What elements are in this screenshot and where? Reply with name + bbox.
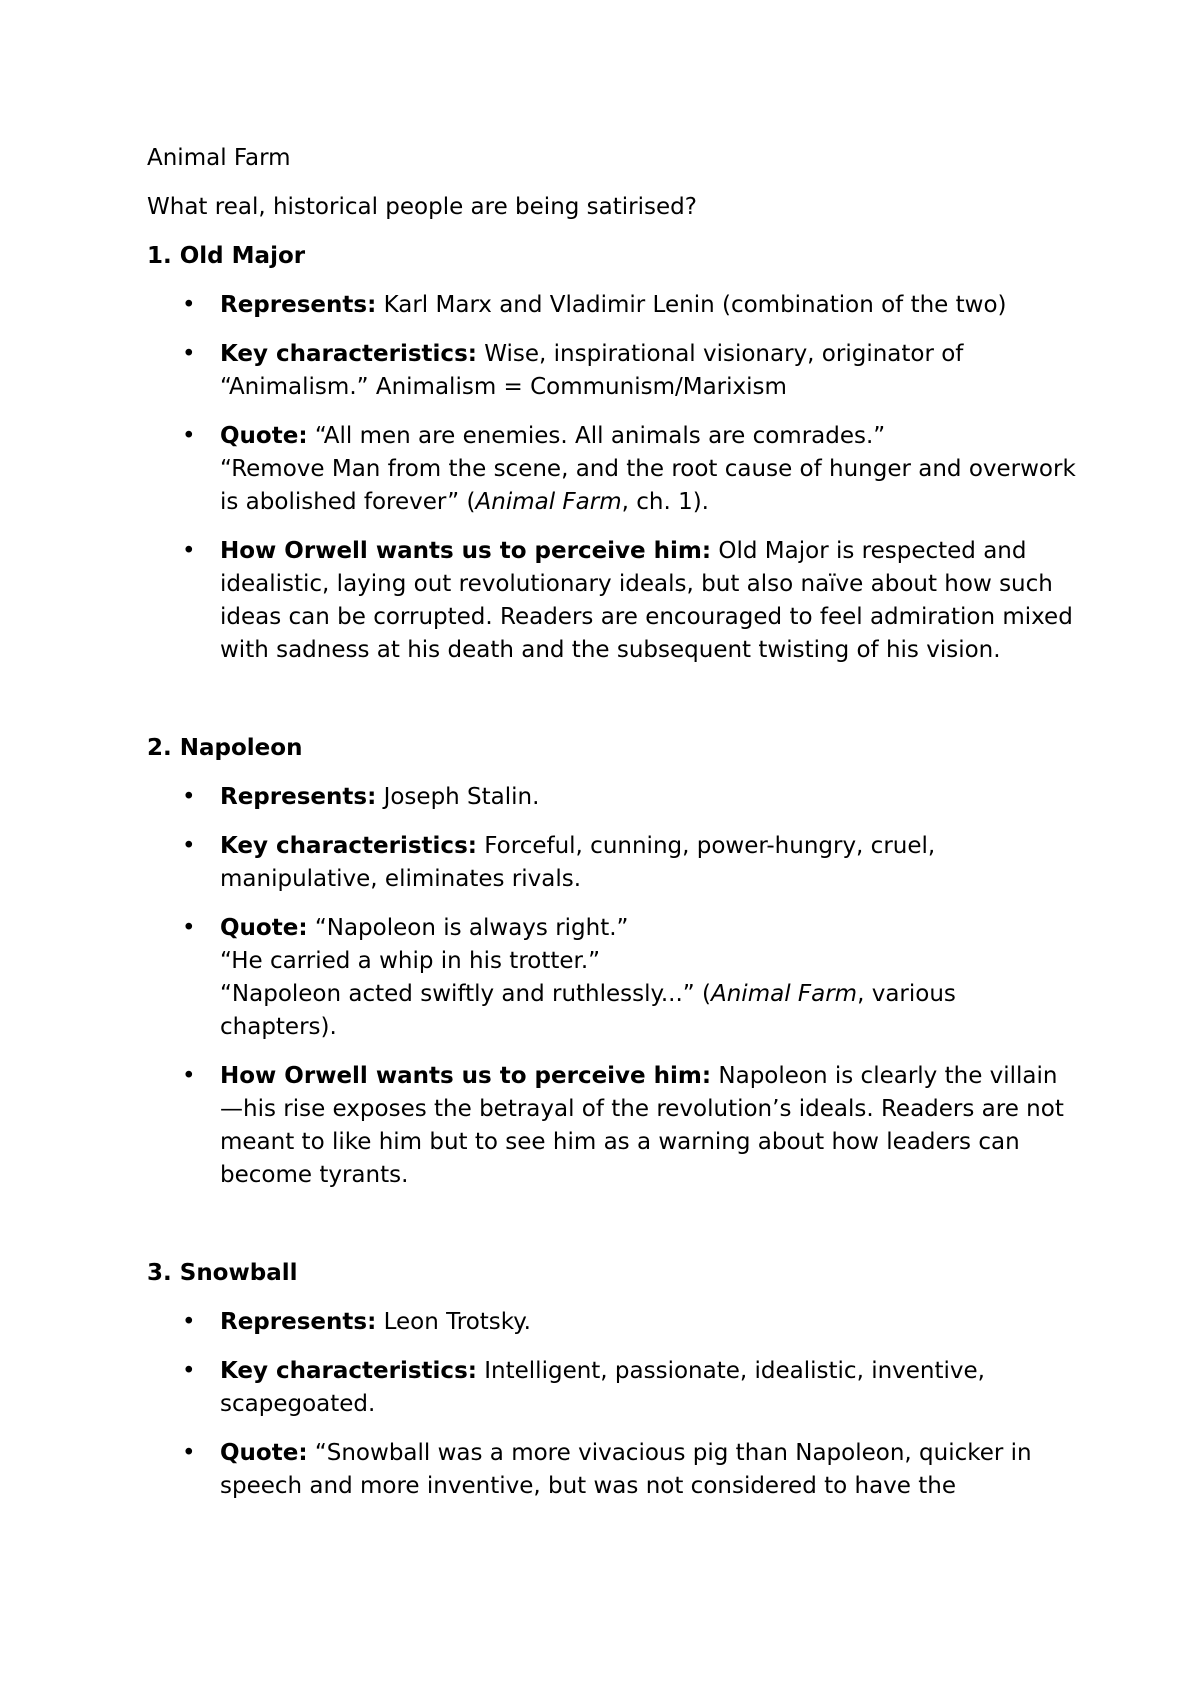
perceive-text: Napoleon is clearly the villain—his rise exposes the betrayal of the revolution’s ideals. Readers are not meant to like him but to see him as a warning about how leaders can become tyrants. (220, 1063, 1064, 1188)
key-characteristics-label: Key characteristics: (220, 1358, 477, 1384)
key-characteristics-text: Forceful, cunning, power-hungry, cruel, manipulative, eliminates rivals. (220, 833, 936, 892)
list-item (147, 1060, 1077, 1192)
bullet-icon: • (182, 292, 196, 318)
bullet-icon: • (182, 833, 196, 859)
quote-block (220, 453, 1077, 519)
old-major-details-list (147, 289, 1077, 667)
napoleon-details-list (147, 781, 1077, 1192)
section-heading-old-major: 1. Old Major (147, 243, 306, 269)
represents-text: Leon Trotsky. (376, 1309, 531, 1335)
snowball-details-list (147, 1306, 1077, 1503)
quote-block (220, 978, 1077, 1044)
perceive-text: Old Major is respected and idealistic, laying out revolutionary ideals, but also naïve about how such ideas can be corrupted. Readers are encouraged to feel admiration mixed with sadness at his death and the subsequent twisting of his vision. (220, 538, 1073, 663)
bullet-icon: • (182, 1358, 196, 1384)
list-item (147, 830, 1077, 896)
key-characteristics-text: Wise, inspirational visionary, originator of “Animalism.” Animalism = Communism/Marixism (220, 341, 964, 400)
list-item (147, 912, 1077, 1044)
bullet-icon: • (182, 1063, 196, 1089)
bullet-icon: • (182, 784, 196, 810)
list-item (147, 1437, 1077, 1503)
quote-label: Quote: (220, 915, 308, 941)
section-spacer (147, 683, 1077, 732)
quote-label: Quote: (220, 1440, 308, 1466)
represents-text: Karl Marx and Vladimir Lenin (combination of the two) (376, 292, 1007, 318)
quote-line: “He carried a whip in his trotter.” (220, 948, 601, 974)
quote-line: “Remove Man from the scene, and the root cause of hunger and overwork is abolished forever” ( (220, 456, 1076, 515)
document-page (147, 142, 1077, 1519)
key-characteristics-label: Key characteristics: (220, 833, 477, 859)
bullet-icon: • (182, 915, 196, 941)
quote-citation-tail: , various chapters). (220, 981, 956, 1040)
quote-line: “Napoleon acted swiftly and ruthlessly...” ( (220, 981, 711, 1007)
quote-text: “Snowball was a more vivacious pig than Napoleon, quicker in speech and more inventive, but was not considered to have the (220, 1440, 1032, 1499)
represents-label: Represents: (220, 292, 377, 318)
document-question: What real, historical people are being satirised? (147, 194, 697, 220)
quote-citation-tail: , ch. 1). (621, 489, 709, 515)
represents-label: Represents: (220, 784, 377, 810)
perceive-label: How Orwell wants us to perceive him: (220, 1063, 712, 1089)
quote-line: “Napoleon is always right.” (307, 915, 629, 941)
list-item (147, 781, 1077, 814)
bullet-icon: • (182, 1440, 196, 1466)
perceive-label: How Orwell wants us to perceive him: (220, 538, 712, 564)
quote-line: “All men are enemies. All animals are comrades.” (307, 423, 886, 449)
represents-label: Represents: (220, 1309, 377, 1335)
document-title: Animal Farm (147, 145, 291, 171)
quote-citation-title: Animal Farm (475, 489, 622, 515)
section-spacer (147, 1208, 1077, 1257)
section-heading-napoleon: 2. Napoleon (147, 735, 303, 761)
bullet-icon: • (182, 423, 196, 449)
key-characteristics-label: Key characteristics: (220, 341, 477, 367)
key-characteristics-text: Intelligent, passionate, idealistic, inventive, scapegoated. (220, 1358, 985, 1417)
list-item (147, 1306, 1077, 1339)
represents-text: Joseph Stalin. (376, 784, 540, 810)
list-item (147, 535, 1077, 667)
bullet-icon: • (182, 1309, 196, 1335)
list-item (147, 1355, 1077, 1421)
quote-label: Quote: (220, 423, 308, 449)
list-item (147, 338, 1077, 404)
quote-citation-title: Animal Farm (711, 981, 858, 1007)
bullet-icon: • (182, 341, 196, 367)
bullet-icon: • (182, 538, 196, 564)
list-item (147, 420, 1077, 519)
list-item (147, 289, 1077, 322)
section-heading-snowball: 3. Snowball (147, 1260, 298, 1286)
